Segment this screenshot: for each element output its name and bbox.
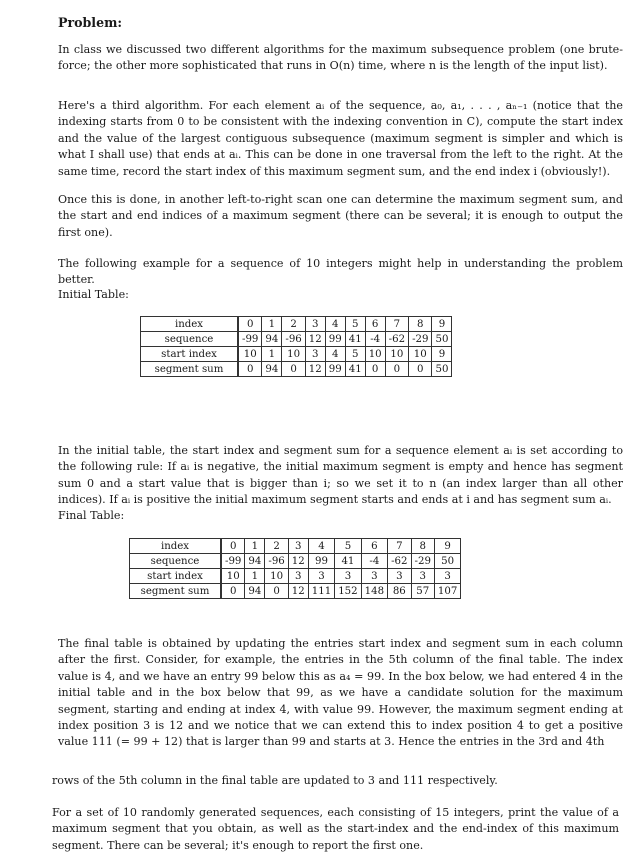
table-row [130,584,461,599]
table-cell: 3 [288,539,308,554]
table-cell: 0 [221,584,245,599]
table-cell: 0 [238,317,262,332]
paragraph-second-scan: Once this is done, in another left-to-right scan one can determine the maximum segment sum, and the start and end indices of a maximum segment (there can be several; it is enough to output the first one). [58,193,623,239]
table-cell: -4 [361,554,387,569]
table-cell: 50 [432,332,452,347]
table-cell: 9 [432,347,452,362]
row-header: segment sum [130,584,222,599]
table-cell: 12 [305,332,325,347]
table-cell: 4 [325,317,345,332]
table-cell: 3 [361,569,387,584]
table-cell: 10 [265,569,288,584]
table-cell: 5 [345,317,365,332]
table-cell: 41 [345,332,365,347]
table-cell: -96 [265,554,288,569]
table-cell: 94 [245,584,265,599]
paragraph-final-explanation: The final table is obtained by updating the entries start index and segment sum in each column after the first. Consider, for example, the entries in the 5th column of the final table. The index value is 4, and we have an entry 99 below this as a₄ = 99. In the box below, we had entered 4 in the initial table and in the box below that 99, as we have a candidate solution for the maximum segment, starting and ending at index 4, with value 99. However, the maximum segment ending at index position 3 is 12 and we notice that we can extend this to index position 4 to get a positive value 111 (= 99 + 12) that is larger than 99 and starts at 3. Hence the entries in the 3rd and 4th [58,637,623,749]
table-cell: 1 [245,569,265,584]
table-cell: 0 [221,539,245,554]
table-cell: 99 [325,362,345,377]
initial-table [140,316,452,377]
table-cell: 1 [262,347,282,362]
table-cell: 12 [288,584,308,599]
table-cell: 10 [282,347,305,362]
table-cell: -62 [385,332,408,347]
table-row [141,332,452,347]
paragraph-task: For a set of 10 randomly generated sequences, each consisting of 15 integers, print the value of a maximum segment that you obtain, as well as the start-index and the end-index of this maximum segment. There can be several; it's enough to report the first one. [52,806,619,852]
table-cell: 41 [335,554,361,569]
table-cell: 3 [305,347,325,362]
table-cell: 0 [282,362,305,377]
table-cell: 111 [308,584,334,599]
table-row [141,362,452,377]
table-cell: 8 [409,317,432,332]
table-cell: 10 [238,347,262,362]
paragraph-initial-rule: In the initial table, the start index and segment sum for a sequence element aᵢ is set according to the following rule: If aᵢ is negative, the initial maximum segment is empty and hence has segment sum 0 and a start value that is bigger than i; so we set it to n (an index larger than all other indices). If aᵢ is positive the initial maximum segment starts and ends at i and has segment sum aᵢ. [58,444,623,507]
final-table [129,538,461,599]
table-cell: 107 [434,584,460,599]
table-cell: 41 [345,362,365,377]
table-cell: 3 [411,569,434,584]
table-cell: 0 [265,584,288,599]
table-cell: 152 [335,584,361,599]
initial-table-label: Initial Table: [58,288,129,301]
table-cell: 10 [385,347,408,362]
row-header: sequence [141,332,239,347]
table-cell: 0 [238,362,262,377]
table-cell: 3 [288,569,308,584]
table-cell: 4 [308,539,334,554]
table-cell: -62 [388,554,411,569]
table-cell: 94 [262,332,282,347]
table-cell: -29 [409,332,432,347]
table-cell: 3 [305,317,325,332]
table-row [130,554,461,569]
table-cell: 5 [335,539,361,554]
table-cell: 7 [388,539,411,554]
table-cell: 2 [282,317,305,332]
table-cell: -99 [221,554,245,569]
table-row [130,539,461,554]
final-table-label: Final Table: [58,509,125,522]
table-cell: -99 [238,332,262,347]
table-cell: 9 [434,539,460,554]
paragraph-algorithm: Here's a third algorithm. For each element aᵢ of the sequence, a₀, a₁, . . . , aₙ₋₁ (notice that the indexing starts from 0 to be consistent with the indexing convention in C), compute the start index and the value of the largest contiguous subsequence (maximum segment is simpler and which is what I shall use) that ends at aᵢ. This can be done in one traversal from the left to the right. At the same time, record the start index of this maximum segment sum, and the end index i (obviously!). [58,99,623,178]
table-cell: 1 [245,539,265,554]
table-cell: 2 [265,539,288,554]
table-cell: 9 [432,317,452,332]
table-cell: 12 [288,554,308,569]
table-cell: 10 [409,347,432,362]
problem-title: Problem: [58,15,123,30]
row-header: segment sum [141,362,239,377]
table-cell: -96 [282,332,305,347]
table-cell: 0 [385,362,408,377]
row-header: index [130,539,222,554]
table-cell: 94 [245,554,265,569]
table-cell: 3 [434,569,460,584]
paragraph-update-note: rows of the 5th column in the final table are updated to 3 and 111 respectively. [52,774,498,787]
row-header: sequence [130,554,222,569]
table-cell: 99 [325,332,345,347]
table-cell: 6 [361,539,387,554]
paragraph-intro: In class we discussed two different algorithms for the maximum subsequence problem (one brute-force; the other more sophisticated that runs in O(n) time, where n is the length of the input list). [58,43,623,73]
table-cell: 99 [308,554,334,569]
row-header: index [141,317,239,332]
table-row [130,569,461,584]
table-cell: 8 [411,539,434,554]
table-cell: 5 [345,347,365,362]
table-row [141,347,452,362]
table-cell: 3 [388,569,411,584]
row-header: start index [141,347,239,362]
table-cell: 10 [221,569,245,584]
table-cell: -29 [411,554,434,569]
table-cell: 57 [411,584,434,599]
table-cell: 50 [434,554,460,569]
table-cell: 10 [365,347,385,362]
table-cell: -4 [365,332,385,347]
table-cell: 12 [305,362,325,377]
table-cell: 3 [308,569,334,584]
table-cell: 3 [335,569,361,584]
table-cell: 7 [385,317,408,332]
table-cell: 0 [409,362,432,377]
table-cell: 86 [388,584,411,599]
table-cell: 4 [325,347,345,362]
table-cell: 1 [262,317,282,332]
table-cell: 94 [262,362,282,377]
table-cell: 0 [365,362,385,377]
table-cell: 6 [365,317,385,332]
paragraph-example: The following example for a sequence of 10 integers might help in understanding the problem better. [58,257,623,287]
table-cell: 50 [432,362,452,377]
table-cell: 148 [361,584,387,599]
row-header: start index [130,569,222,584]
table-row [141,317,452,332]
